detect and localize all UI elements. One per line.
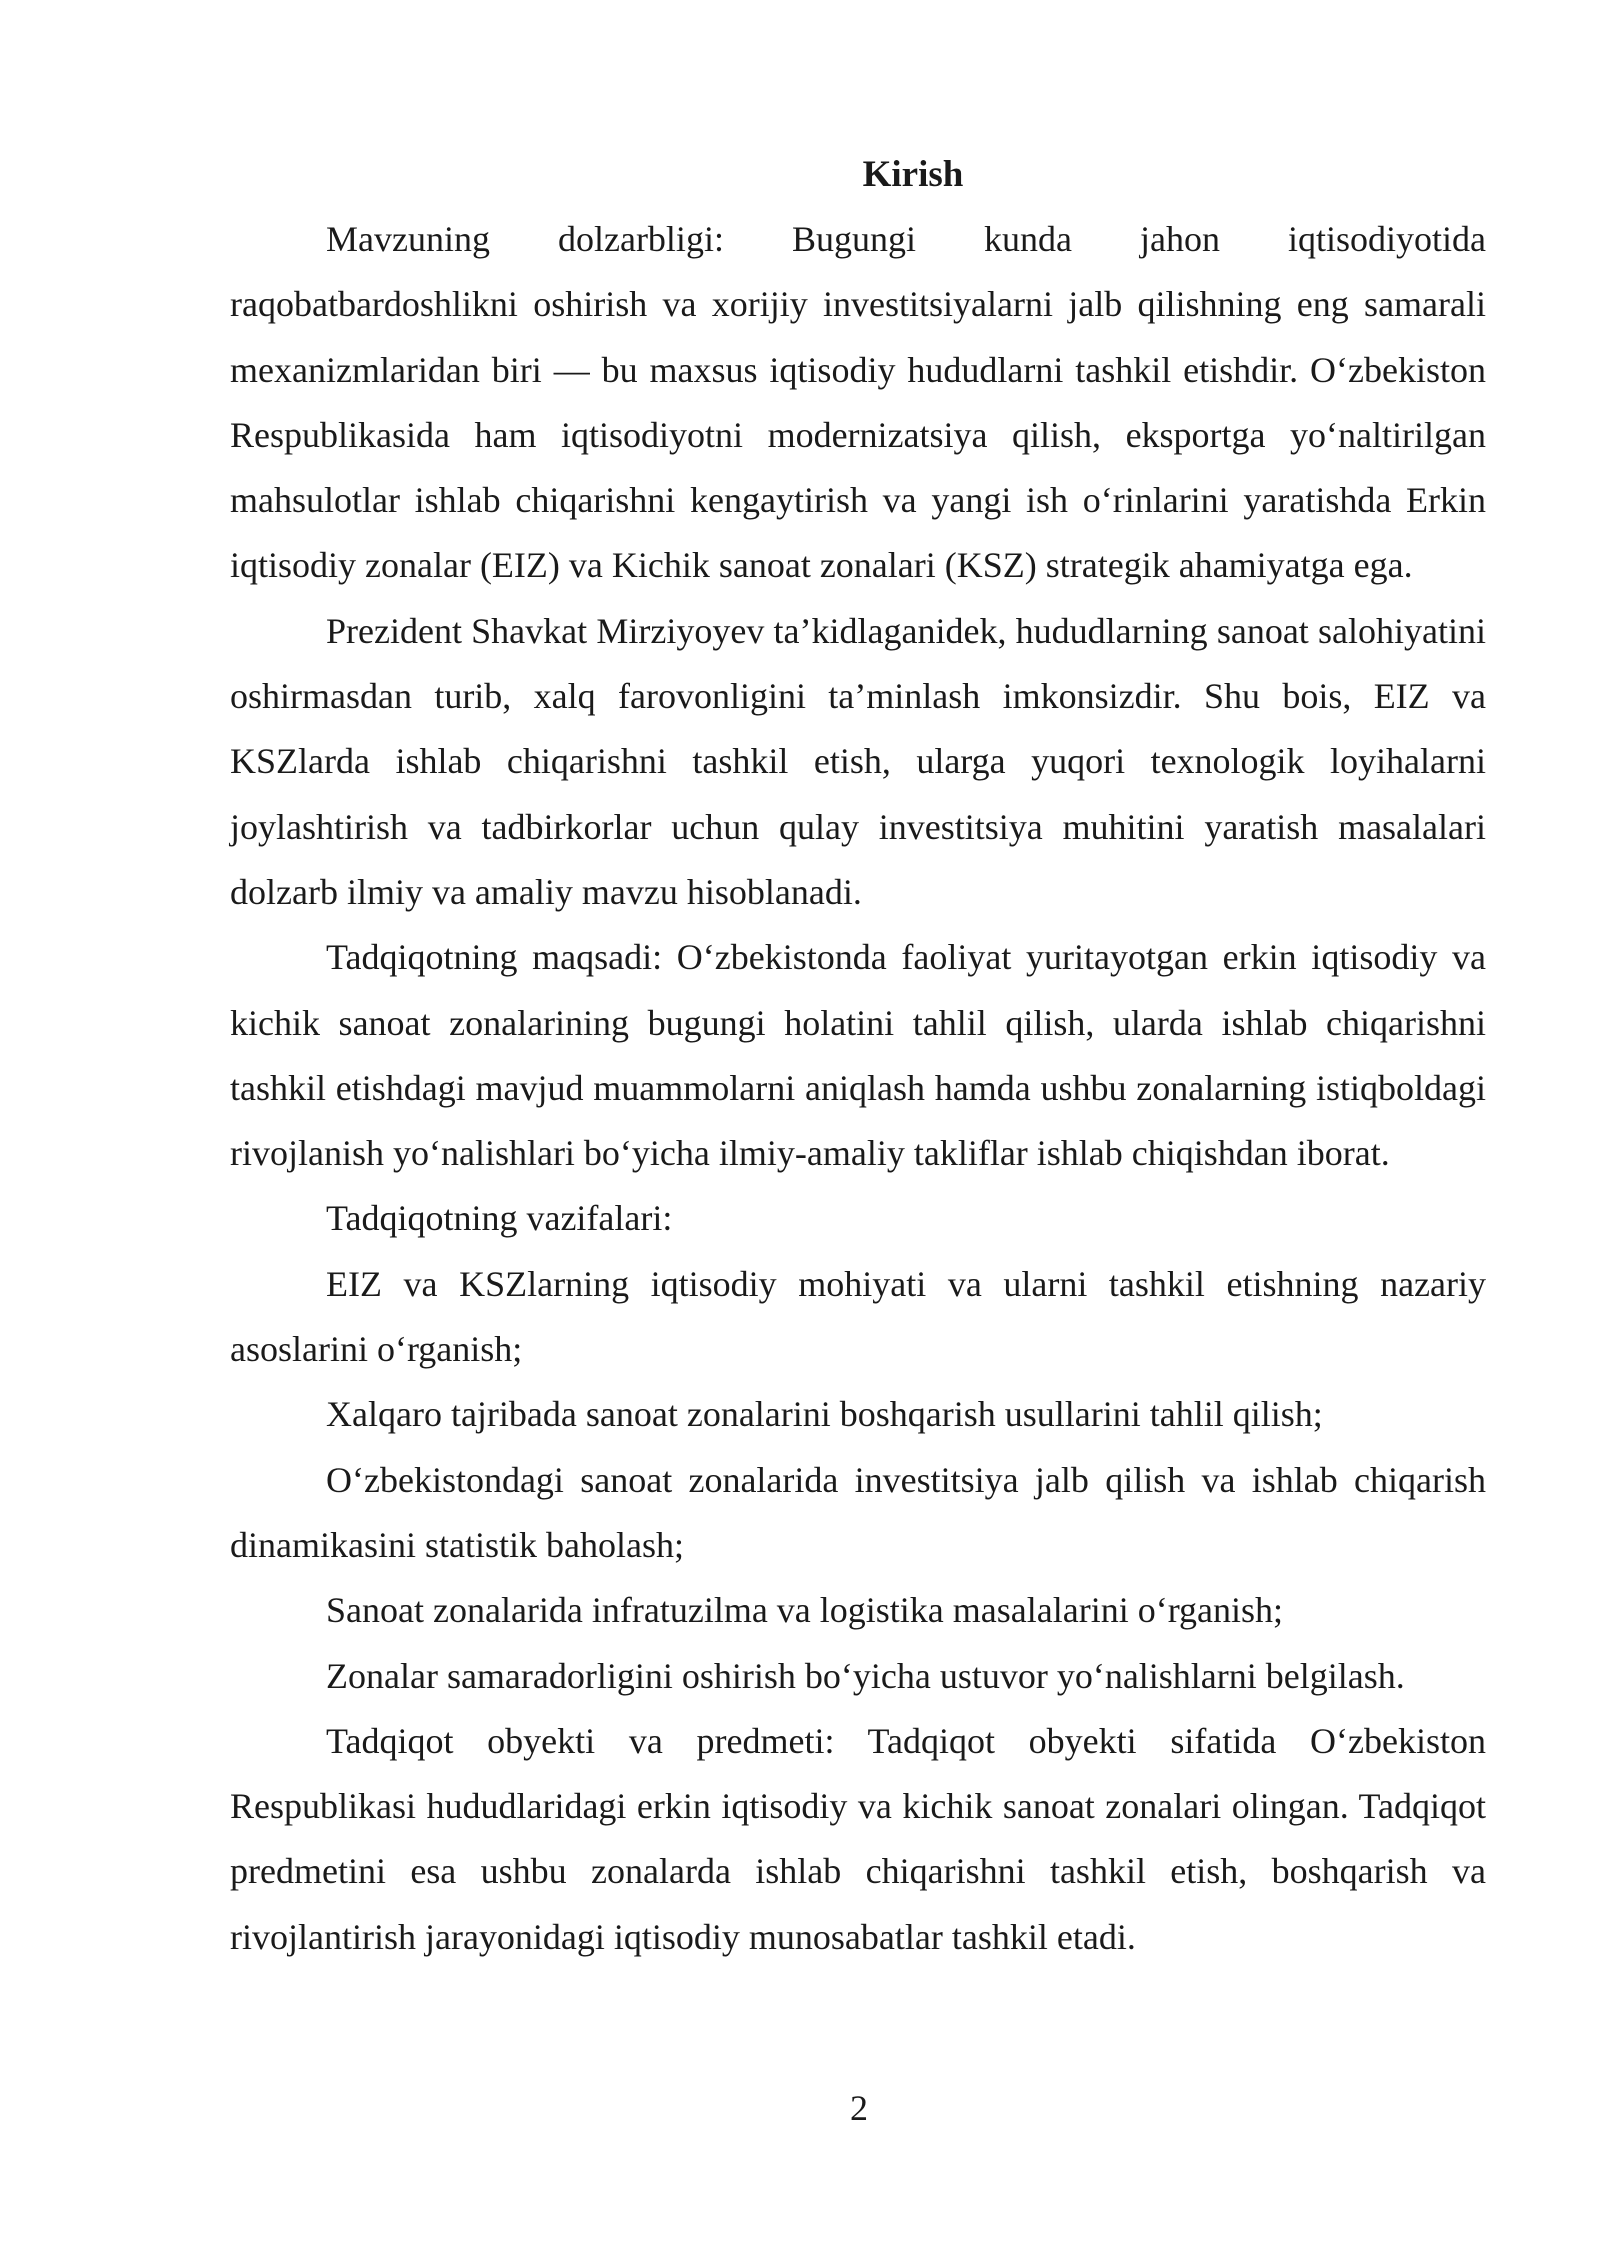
paragraph-relevance: Mavzuning dolzarbligi: Bugungi kunda jahon iqtisodiyotida raqobatbardoshlikni oshirish va xorijiy investitsiyalarni jalb qilishning eng samarali mexanizmlaridan biri — bu maxsus iqtisodiy hududlarni tashkil etishdir. O‘zbekiston Respublikasida ham iqtisodiyotni modernizatsiya qilish, eksportga yo‘naltirilgan mahsulotlar ishlab chiqarishni kengaytirish va yangi ish o‘rinlarini yaratishda Erkin iqtisodiy zonalar (EIZ) va Kichik sanoat zonalari (KSZ) strategik ahamiyatga ega. [230,219,1486,586]
paragraph-object-subject: Tadqiqot obyekti va predmeti: Tadqiqot obyekti sifatida O‘zbekiston Respublikasi hududlaridagi erkin iqtisodiy va kichik sanoat zonalari olingan. Tadqiqot predmetini esa ushbu zonalarda ishlab chiqarishni tashkil etish, boshqarish va rivojlantirish jarayonidagi iqtisodiy munosabatlar tashkil etadi. [230,1720,1486,1957]
paragraph-president-quote: Prezident Shavkat Mirziyoyev ta’kidlaganidek, hududlarning sanoat salohiyatini oshirmasdan turib, xalq farovonligini ta’minlash imkonsizdir. Shu bois, EIZ va KSZlarda ishlab chiqarishni tashkil etish, ularga yuqori texnologik loyihalarni joylashtirish va tadbirkorlar uchun qulay investitsiya muhitini yaratish masalalari dolzarb ilmiy va amaliy mavzu hisoblanadi. [230,610,1486,912]
section-title: Kirish [862,154,964,195]
task-item-1: EIZ va KSZlarning iqtisodiy mohiyati va ularni tashkil etishning nazariy asoslarini o‘rganish; [230,1263,1486,1370]
paragraph-research-goal: Tadqiqotning maqsadi: O‘zbekistonda faoliyat yuritayotgan erkin iqtisodiy va kichik sanoat zonalarining bugungi holatini tahlil qilish, ularda ishlab chiqarishni tashkil etishdagi mavjud muammolarni aniqlash hamda ushbu zonalarning istiqboldagi rivojlanish yo‘nalishlari bo‘yicha ilmiy-amaliy takliflar ishlab chiqishdan iborat. [230,937,1486,1174]
page-number: 2 [850,2088,868,2128]
task-item-5: Zonalar samaradorligini oshirish bo‘yicha ustuvor yo‘nalishlarni belgilash. [326,1655,1405,1696]
paragraph-tasks-heading: Tadqiqotning vazifalari: [326,1198,673,1239]
page-content [230,142,1486,1970]
task-item-2: Xalqaro tajribada sanoat zonalarini boshqarish usullarini tahlil qilish; [326,1394,1323,1435]
task-item-4: Sanoat zonalarida infratuzilma va logistika masalalarini o‘rganish; [326,1590,1284,1631]
task-item-3: O‘zbekistondagi sanoat zonalarida investitsiya jalb qilish va ishlab chiqarish dinamikasini statistik baholash; [230,1459,1486,1565]
